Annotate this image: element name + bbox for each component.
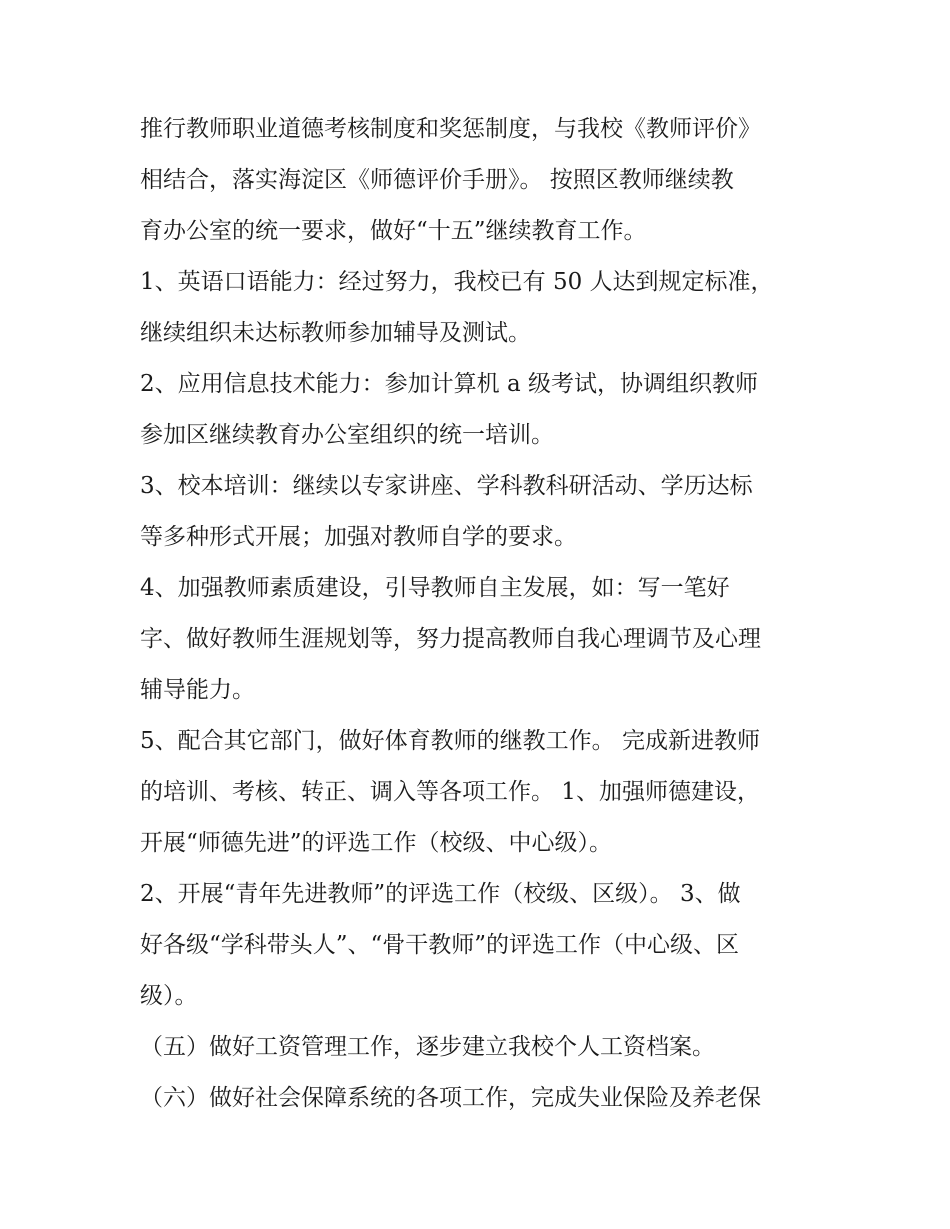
text-line: （六）做好社会保障系统的各项工作，完成失业保险及养老保	[140, 1085, 761, 1111]
text-line: 1、英语口语能力：经过努力，我校已有 50 人达到规定标准，	[140, 269, 774, 295]
text-line: 参加区继续教育办公室组织的统一培训。	[140, 422, 554, 448]
text-line: 字、做好教师生涯规划等，努力提高教师自我心理调节及心理	[140, 626, 761, 652]
text-line: 育办公室的统一要求，做好“十五”继续教育工作。	[140, 218, 647, 244]
text-line: 相结合，落实海淀区《师德评价手册》。 按照区教师继续教	[140, 167, 734, 193]
text-line: 4、加强教师素质建设，引导教师自主发展，如：写一笔好	[140, 575, 730, 601]
text-line: 5、配合其它部门，做好体育教师的继教工作。 完成新进教师	[140, 728, 760, 754]
text-line: 的培训、考核、转正、调入等各项工作。 1、加强师德建设，	[140, 779, 760, 805]
document-body	[140, 104, 820, 1124]
text-line: 好各级“学科带头人”、“骨干教师”的评选工作（中心级、区	[140, 932, 740, 958]
text-line: （五）做好工资管理工作，逐步建立我校个人工资档案。	[140, 1034, 715, 1060]
text-line: 继续组织未达标教师参加辅导及测试。	[140, 320, 531, 346]
text-line: 推行教师职业道德考核制度和奖惩制度，与我校《教师评价》	[140, 116, 761, 142]
text-line: 2、应用信息技术能力：参加计算机 a 级考试，协调组织教师	[140, 371, 758, 397]
text-line: 2、开展“青年先进教师”的评选工作（校级、区级）。 3、做	[140, 881, 741, 907]
text-line: 级）。	[140, 983, 198, 1009]
text-line: 开展“师德先进”的评选工作（校级、中心级）。	[140, 830, 613, 856]
text-line: 辅导能力。	[140, 677, 255, 703]
text-line: 3、校本培训：继续以专家讲座、学科教科研活动、学历达标	[140, 473, 753, 499]
text-line: 等多种形式开展；加强对教师自学的要求。	[140, 524, 577, 550]
